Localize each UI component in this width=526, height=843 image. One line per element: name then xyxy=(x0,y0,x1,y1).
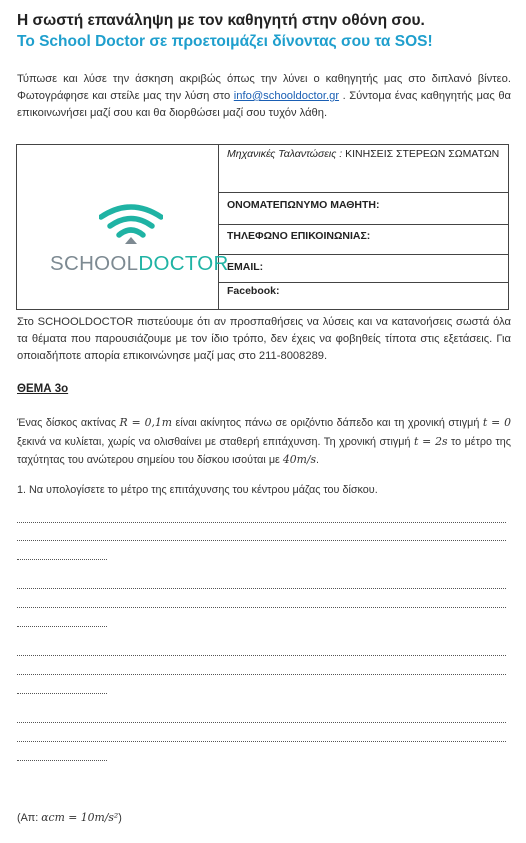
t0-expr: t = 0 xyxy=(482,416,512,429)
answer-line[interactable] xyxy=(17,741,506,742)
header-title-line1: Η σωστή επανάληψη με τον καθηγητή στην οθόνη σου. xyxy=(17,12,425,29)
radius-expr: R = 0,1m xyxy=(119,416,173,429)
answer-line[interactable] xyxy=(17,626,107,627)
logo-cell xyxy=(17,145,229,309)
t2-expr: t = 2s xyxy=(413,434,448,448)
schooldoctor-logo xyxy=(50,252,229,276)
answer-line[interactable] xyxy=(17,674,506,675)
email-link[interactable]: info@schooldoctor.gr xyxy=(233,90,340,102)
topic-value: ΚΙΝΗΣΕΙΣ ΣΤΕΡΕΩΝ ΣΩΜΑΤΩΝ xyxy=(345,148,500,160)
answer-line[interactable] xyxy=(17,522,506,523)
answer-line[interactable] xyxy=(17,693,107,694)
logo-doctor: DOCTOR xyxy=(138,252,229,275)
student-info-table xyxy=(16,144,509,310)
intro-text-after: . Σύντομα ένας καθηγητής μας θα επικοινωνήσει μαζί σου και θα διορθώσει μαζί σου τυχόν λάθη. xyxy=(17,90,512,119)
problem-text-2: είναι ακίνητος πάνω σε οριζόντιο δάπεδο και τη χρονική στιγμή xyxy=(172,417,483,429)
student-name-row[interactable] xyxy=(219,193,508,225)
answer-line[interactable] xyxy=(17,588,506,589)
student-name-label: ΟΝΟΜΑΤΕΠΩΝΥΜΟ ΜΑΘΗΤΗ: xyxy=(227,199,380,211)
answer-line[interactable] xyxy=(17,540,506,541)
problem-text-4: το μέτρο της ταχύτητας του ανώτερου σημείου του δίσκου ισούται με xyxy=(17,435,511,466)
problem-statement xyxy=(17,414,511,470)
answer-suffix: ) xyxy=(118,812,122,824)
wifi-signal-icon xyxy=(99,203,163,247)
question-1: 1. Να υπολογίσετε το μέτρο της επιτάχυνσης του κέντρου μάζας του δίσκου. xyxy=(17,484,378,496)
section-heading: ΘΕΜΑ 3ο xyxy=(17,383,69,395)
problem-text-1: Ένας δίσκος ακτίνας xyxy=(17,417,120,429)
velocity-expr: 40m/s xyxy=(282,453,317,466)
facebook-row[interactable] xyxy=(219,283,508,309)
phone-row[interactable] xyxy=(219,225,508,255)
problem-text-3: ξεκινά να κυλίεται, χωρίς να ολισθαίνει με σταθερή επιτάχυνση. Τη χρονική στιγμή xyxy=(17,435,414,448)
topic-row xyxy=(219,145,508,193)
answer-prefix: (Απ: xyxy=(17,812,42,824)
topic-label: Μηχανικές Ταλαντώσεις : xyxy=(227,148,346,160)
answer-line[interactable] xyxy=(17,655,506,656)
intro-paragraph-2: Στο SCHOOLDOCTOR πιστεύουμε ότι αν προσπαθήσεις να λύσεις και να κατανοήσεις σωστά όλα τα θέματα που παρουσιάζουμε με τον ίδιο τρόπο, δεν έχεις να φοβηθείς τίποτα στις εξετάσεις. Για οποιαδήποτε απορία επικοινώνησε μαζί μας στο 211-8008289. xyxy=(17,316,511,362)
answer-line[interactable] xyxy=(17,607,506,608)
logo-school: SCHOOL xyxy=(50,252,139,275)
email-label: EMAIL: xyxy=(227,261,264,273)
answer-line[interactable] xyxy=(17,760,107,761)
phone-label: ΤΗΛΕΦΩΝΟ ΕΠΙΚΟΙΝΩΝΙΑΣ: xyxy=(227,230,371,242)
problem-text-5: . xyxy=(316,454,320,466)
email-row[interactable] xyxy=(219,255,508,283)
facebook-label: Facebook: xyxy=(227,285,280,297)
answer-line[interactable] xyxy=(17,722,506,723)
intro-text-before: Τύπωσε και λύσε την άσκηση ακριβώς όπως την λύνει ο καθηγητής μας στο διπλανό βίντεο. Φωτογράφησε και στείλε μας την λύση στο xyxy=(17,73,511,102)
answer-hint xyxy=(17,811,122,824)
header-title-line2: Το School Doctor σε προετοιμάζει δίνοντας σου τα SOS! xyxy=(17,33,433,50)
answer-line[interactable] xyxy=(17,559,107,560)
answer-expr: αcm = 10m/s² xyxy=(41,811,119,824)
intro-paragraph xyxy=(17,71,511,122)
